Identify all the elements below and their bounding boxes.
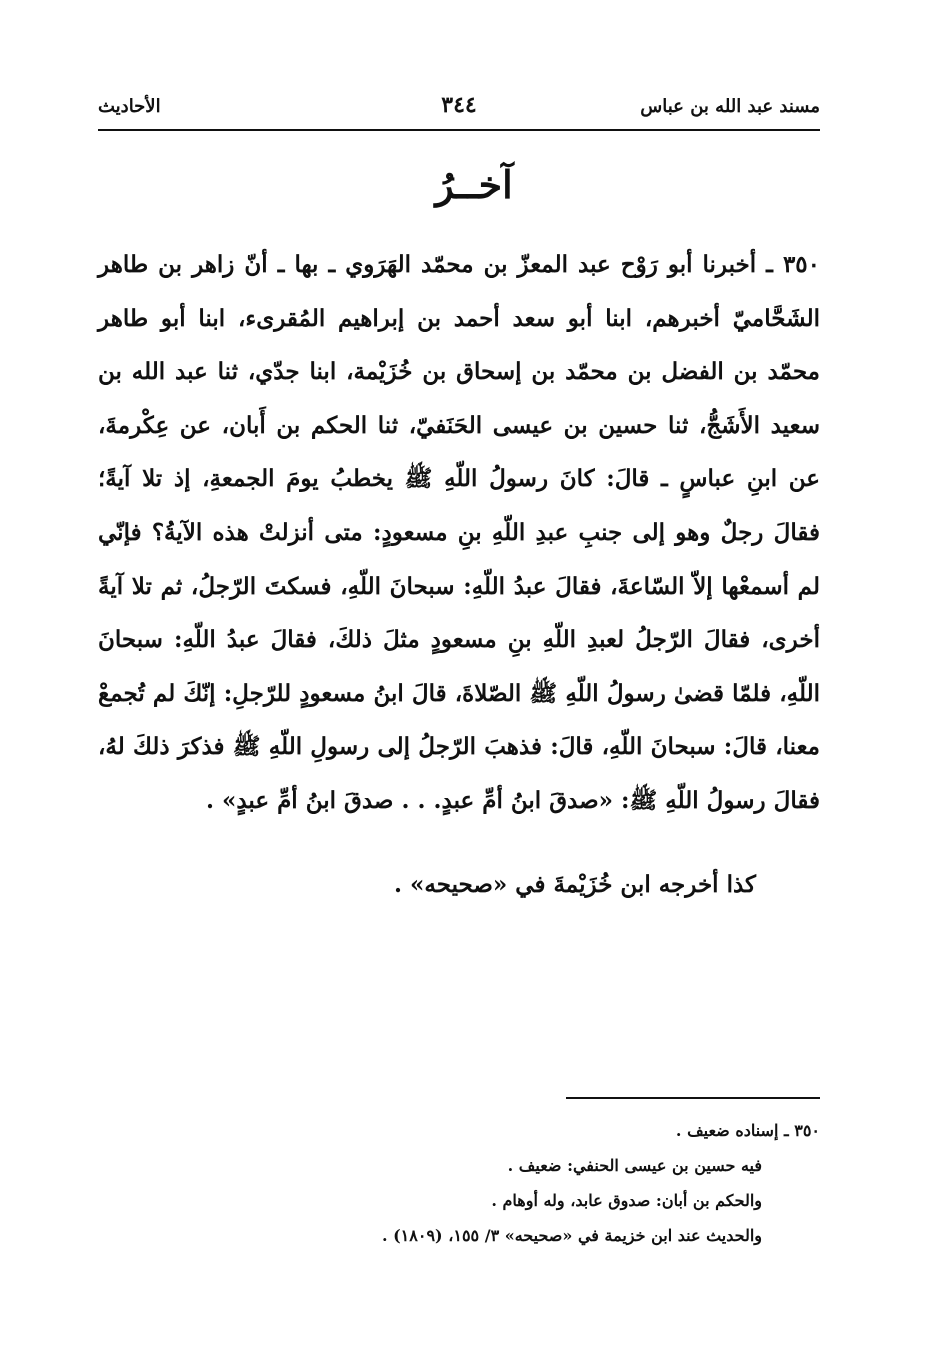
book-title: مسند عبد الله بن عباس (640, 96, 820, 117)
footnote-line: والحديث عند ابن خزيمة في «صحيحه» ٣/ ١٥٥، (١٨٠٩) . (381, 1226, 762, 1245)
hadith-number: ٣٥٠ (782, 251, 820, 278)
footnote-line: والحكم بن أبان: صدوق عابد، وله أوهام . (491, 1191, 762, 1210)
hadith-text: ـ أخبرنا أبو رَوْح عبد المعزّ بن محمّد الهَرَوي ـ بها ـ أنّ زاهر بن طاهر الشَحَّاميّ أخبرهم، ابنا أبو سعد أحمد بن إبراهيم المُقرىء، ابنا أبو طاهر محمّد بن الفضل بن محمّد بن إسحاق بن خُزَيْمة، ابنا جدّي، ثنا عبد الله بن سعيد الأَشَجُّ، ثنا حسين بن عيسى الحَنَفيّ، ثنا الحكم بن أَبان، عن عِكْرمةَ، عن ابنِ عباسٍ ـ قالَ: كانَ رسولُ اللّهِ ﷺ يخطبُ يومَ الجمعةِ، إذ تلا آيةً؛ فقالَ رجلٌ وهو إلى جنبِ عبدِ اللّهِ بنِ مسعودٍ: متى أنزلتْ هذه الآيةُ؟ فإنّي لم أسمعْها إلاّ السّاعةَ، فقالَ عبدُ اللّهِ: سبحانَ اللّهِ، فسكتَ الرّجلُ، ثم تلا آيةً أخرى، فقالَ الرّجلُ لعبدِ اللّهِ بنِ مسعودٍ مثلَ ذلكَ، فقالَ عبدُ اللّهِ: سبحانَ اللّهِ، فلمّا قضىٰ رسولُ اللّهِ ﷺ الصّلاةَ، قالَ ابنُ مسعودٍ للرّجلِ: إنّكَ لم تُجمعْ معنا، قالَ: سبحانَ اللّهِ، قالَ: فذهبَ الرّجلُ إلى رسولِ اللّهِ ﷺ فذكرَ ذلكَ لهُ، فقالَ رسولُ اللّهِ ﷺ: «صدقَ ابنُ أمِّ عبدٍ. . . صدقَ ابنُ أمِّ عبدٍ» . (98, 251, 820, 814)
footnote-rule (566, 1097, 820, 1099)
section-title: آخــرُ (435, 162, 513, 207)
page-number: ٣٤٤ (441, 92, 477, 118)
attribution-line (98, 860, 820, 910)
footnote-line: فيه حسين بن عيسى الحنفي: ضعيف . (507, 1156, 762, 1175)
section-name: الأحاديث (98, 96, 161, 117)
footnote-line: ٣٥٠ ـ إسناده ضعيف . (675, 1121, 820, 1140)
attribution-text: كذا أخرجه ابن خُزَيْمةَ في «صحيحه» . (394, 871, 756, 898)
running-header (98, 92, 820, 126)
footnotes (98, 1113, 820, 1253)
header-rule (98, 129, 820, 131)
hadith-paragraph (98, 238, 820, 828)
